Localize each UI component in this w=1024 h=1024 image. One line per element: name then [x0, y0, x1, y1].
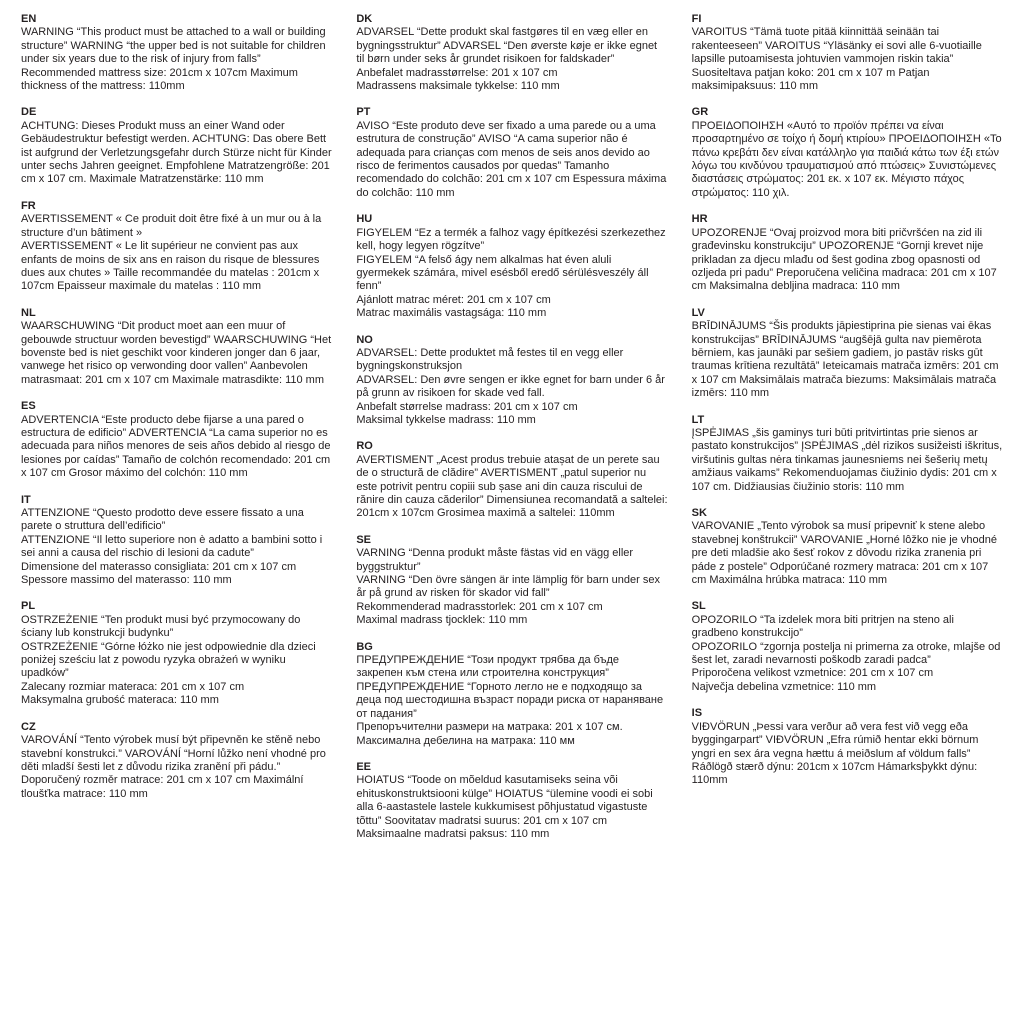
warning-text: FIGYELEM “A felső ágy nem alkalmas hat éven aluli gyermekek számára, mivel esésből eredő sérülésveszély áll fenn” — [356, 253, 649, 293]
warning-text: ACHTUNG: Dieses Produkt muss an einer Wand oder Gebäudestruktur befestigt werden. ACHTUNG: Das obere Bett ist aufgrund der Verletzungsgefahr durch Stürze nicht für Kinder unter sechs Jahren geeignet. Empfohlene Matratzengröße: 201 cm x 107 cm. Maximale Matratzenstärke: 110 mm — [21, 119, 332, 186]
warning-text: ADVARSEL “Dette produkt skal fastgøres til en væg eller en bygningsstruktur” ADVARSEL “Den øverste køje er ikke egnet til børn under seks år grundet risikoen for faldskader” — [356, 26, 658, 66]
warning-text: AVERTISMENT „Acest produs trebuie atașat de un perete sau de o structură de clădire” AVERTISMENT „patul superior nu este potrivit pentru copiii sub șase ani din cauza riscului de rănire din cauza căderilor” Dimensiunea recomandată a saltelei: 201cm x 107cm Grosimea maximă a saltelei: 110mm — [356, 453, 668, 520]
language-section-gr — [692, 106, 1003, 200]
warning-text: ĮSPĖJIMAS „šis gaminys turi būti pritvirtintas prie sienos ar pastato konstrukcijos” ĮSPĖJIMAS „dėl rizikos susižeisti iškritus, viršutinis gultas nėra tinkamas jaunesniems nei šešerių metų amžiaus vaikams” Rekomenduojamas čiužinio dydis: 201 cm x 107 cm. Didžiausias čiužinio storis: 110 mm — [691, 426, 1003, 493]
language-section-bg — [356, 641, 667, 748]
language-code-heading: FI — [691, 13, 702, 25]
language-section-is — [692, 707, 1003, 787]
warning-text: ADVERTENCIA “Este producto debe fijarse a una pared o estructura de edificio” ADVERTENCIA “La cama superior no es adecuada para niños menores de seis años debido al riesgo de lesiones por caídas” Tamaño de colchón recomendado: 201 cm x 107 cm Grosor máximo del colchón: 110 mm — [21, 413, 331, 480]
warning-text: WARNING “This product must be attached to a wall or building structure” WARNING “the upper bed is not suitable for children under six years due to the risk of injury from falls” Recommended mattress size: 201cm x 107cm Maximum thickness of the mattress: 110mm — [21, 26, 326, 93]
warning-text: OSTRZEŻENIE “Ten produkt musi być przymocowany do ściany lub konstrukcji budynku” — [21, 613, 301, 640]
warning-text: BRĪDINĀJUMS “Šis produkts jāpiestiprina pie sienas vai ēkas konstrukcijas” BRĪDINĀJUMS “augšējā gulta nav piemērota bērniem, kas jaunāki par sešiem gadiem, jo pastāv risks gūt traumas krītiena rezultātā” Ieteicamais matrača izmērs: 201 cm x 107 cm Maksimālais matrača biezums: Maksimālais matrača izmērs: 110 mm — [691, 320, 999, 400]
warning-text: Matrac maximális vastagsága: 110 mm — [356, 307, 547, 320]
language-section-no — [356, 334, 667, 428]
warning-text: VARNING “Den övre sängen är inte lämplig för barn under sex år på grund av risken för skador vid fall” — [356, 574, 660, 600]
warning-text: Dimensione del materasso consigliata: 201 cm x 107 cm — [21, 560, 297, 573]
language-code-heading: BG — [356, 640, 373, 653]
language-section-nl — [21, 307, 332, 387]
language-section-sl — [692, 600, 1003, 694]
warning-text: Največja debelina vzmetnice: 110 mm — [691, 680, 877, 693]
warning-text: OPOZORILO “Ta izdelek mora biti pritrjen na steno ali gradbeno konstrukcijo” — [691, 613, 954, 640]
language-code-heading: EE — [356, 760, 372, 773]
language-code-heading: HU — [356, 213, 373, 226]
warning-text: VAROITUS “Tämä tuote pitää kiinnittää seinään tai rakenteeseen” VAROITUS “Yläsänky ei sovi alle 6-vuotiaille lapsille putoamisesta johtuvien vammojen riskin takia” Suositeltava patjan koko: 201 cm x 107 m Patjan maksimipaksuus: 110 mm — [691, 26, 982, 93]
language-section-lt — [692, 414, 1003, 494]
columns — [21, 13, 1003, 854]
warning-text: Maximal madrass tjocklek: 110 mm — [356, 614, 528, 627]
warning-text: UPOZORENJE “Ovaj proizvod mora biti pričvršćen na zid ili građevinsku konstrukciju” UPOZORENJE “Gornji krevet nije prikladan za djecu mlađu od šest godina zbog opasnosti od ozljeda pri padu” Preporučena veličina madraca: 201 cm x 107 cm Maksimalna debljina madraca: 110 mm — [691, 226, 997, 293]
warning-text: ΠΡΟΕΙΔΟΠΟΙΗΣΗ «Αυτό το προϊόν πρέπει να είναι προσαρτημένο σε τοίχο ή δομή κτιρίου» ΠΡΟΕΙΔΟΠΟΙΗΣΗ «Το πάνω κρεβάτι δεν είναι κατάλληλο για παιδιά κάτω των έξι ετών λόγω του κινδύνου τραυματισμού από πτώσεις» Συνιστώμενες διαστάσεις στρώματος: 201 εκ. x 107 εκ. Μέγιστο πάχος στρώματος: 110 χιλ. — [691, 119, 1002, 199]
language-section-ee — [356, 761, 667, 841]
language-code-heading: IS — [691, 707, 703, 720]
warning-text: ATTENZIONE “Il letto superiore non è adatto a bambini sotto i sei anni a causa del rischio di lesioni da cadute” — [21, 533, 323, 560]
language-section-de — [21, 106, 332, 186]
column-1 — [21, 13, 332, 814]
language-code-heading: PL — [21, 600, 36, 613]
language-section-es — [21, 400, 332, 480]
language-code-heading: GR — [691, 106, 709, 119]
language-code-heading: SK — [691, 507, 707, 519]
language-section-ro — [356, 440, 667, 520]
warning-text: Zalecany rozmiar materaca: 201 cm x 107 cm — [21, 680, 245, 693]
language-code-heading: LV — [691, 306, 705, 319]
language-section-fr — [21, 200, 332, 294]
warning-text: VIÐVÖRUN „Þessi vara verður að vera fest við vegg eða byggingarpart” VIÐVÖRUN „Efra rúmið hentar ekki börnum yngri en sex ára vegna hættu á meiðslum af völdum falls” Ráðlögð stærð dýnu: 201cm x 107cm Hámarksþykkt dýnu: 110mm — [691, 720, 979, 787]
warning-text: Maksymalna grubość materaca: 110 mm — [21, 694, 219, 707]
language-code-heading: RO — [356, 440, 373, 453]
warning-text: AVERTISSEMENT « Le lit supérieur ne convient pas aux enfants de moins de six ans en raison du risque de blessures dues aux chutes » Taille recommandée du matelas : 201cm x 107cm Epaisseur maximale du matelas : 110 mm — [21, 240, 320, 293]
language-section-hr — [692, 213, 1003, 293]
language-section-it — [21, 494, 332, 588]
language-section-lv — [692, 307, 1003, 401]
language-section-pt — [356, 106, 667, 200]
language-code-heading: PT — [356, 106, 371, 119]
warning-text: ПРЕДУПРЕЖДЕНИЕ “Този продукт трябва да бъде закрепен към стена или строителна конструкция” ПРЕДУПРЕЖДЕНИЕ “Горното легло не е подходящо за деца под шестодишна възраст поради риска от нараняване от падания” — [356, 654, 664, 720]
warning-text: ADVARSEL: Den øvre sengen er ikke egnet for barn under 6 år på grunn av risikoen for skade ved fall. — [356, 373, 665, 400]
column-2 — [356, 13, 667, 854]
language-section-hu — [356, 213, 667, 320]
language-code-heading: ES — [21, 400, 36, 413]
language-code-heading: LT — [691, 413, 705, 426]
language-section-se — [356, 534, 667, 628]
language-section-cz — [21, 721, 332, 801]
warning-text: OSTRZEŻENIE “Górne łóżko nie jest odpowiednie dla dzieci poniżej sześciu lat z powodu ryzyka obrażeń w wyniku upadków” — [21, 640, 316, 680]
warning-text: OPOZORILO “zgornja postelja ni primerna za otroke, mlajše od šest let, zaradi nevarnosti poškodb zaradi padca” — [691, 640, 1001, 667]
warning-text: Anbefalt størrelse madrass: 201 cm x 107 cm — [356, 400, 578, 413]
language-code-heading: HR — [691, 213, 708, 226]
language-code-heading: NL — [21, 306, 36, 319]
warning-text: Priporočena velikost vzmetnice: 201 cm x 107 cm — [691, 667, 934, 680]
warning-text: VAROVANIE „Tento výrobok sa musí pripevniť k stene alebo stavebnej konštrukcii” VAROVANIE „Horné lôžko nie je vhodné pre deti mladšie ako šesť rokov z dôvodu rizika zranenia pri páde z postele” Odporúčané rozmery matraca: 201 cm x 107 cm Maximálna hrúbka matraca: 110 mm — [691, 520, 997, 587]
warning-text: FIGYELEM “Ez a termék a falhoz vagy építkezési szerkezethez kell, hogy legyen rögzítve” — [356, 226, 666, 253]
warning-text: Rekommenderad madrasstorlek: 201 cm x 107 cm — [356, 600, 603, 613]
warning-text: ATTENZIONE “Questo prodotto deve essere fissato a una parete o struttura dell’edificio” — [21, 507, 304, 533]
language-code-heading: EN — [21, 13, 37, 25]
language-section-pl — [21, 600, 332, 707]
language-code-heading: CZ — [21, 720, 36, 733]
column-3 — [692, 13, 1003, 801]
warning-text: HOIATUS “Toode on mõeldud kasutamiseks seina või ehituskonstruktsiooni külge” HOIATUS “ülemine voodi ei sobi alla 6-aastastele lastele kukkumisest põhjustatud vigastuste tõttu” Soovitatav madratsi suurus: 201 cm x 107 cm Maksimaalne madratsi paksus: 110 mm — [356, 774, 653, 840]
warning-text: WAARSCHUWING “Dit product moet aan een muur of gebouwde structuur worden bevestigd” WAARSCHUWING “Het bovenste bed is niet geschikt voor kinderen jonger dan 6 jaar, vanwege het risico op verwonding door vallen” Aanbevolen matrasmaat: 201 cm x 107 cm Maximale matrasdikte: 110 mm — [21, 320, 332, 386]
warning-text: Maksimal tykkelse madrass: 110 mm — [356, 413, 536, 426]
warning-text: Ajánlott matrac méret: 201 cm x 107 cm — [356, 293, 551, 306]
warning-text: AVISO “Este produto deve ser fixado a uma parede ou a uma estrutura de construção” AVISO “A cama superior não é adequada para crianças com menos de seis anos devido ao risco de ferimentos causados por quedas” Tamanho recomendado do colchão: 201 cm x 107 cm Espessura máxima do colchão: 110 mm — [356, 119, 667, 199]
warning-text: Anbefalet madrasstørrelse: 201 x 107 cm — [356, 66, 558, 79]
language-code-heading: DE — [21, 106, 37, 119]
warning-text: ADVARSEL: Dette produktet må festes til en vegg eller bygningskonstruksjon — [356, 346, 624, 373]
language-code-heading: NO — [356, 333, 373, 346]
language-code-heading: SE — [356, 533, 372, 546]
warning-text: AVERTISSEMENT « Ce produit doit être fixé à un mur ou à la structure d’un bâtiment » — [21, 213, 322, 239]
warning-text: Максимална дебелина на матрака: 110 мм — [356, 734, 575, 747]
language-section-fi — [692, 13, 1003, 93]
language-section-dk — [356, 13, 667, 93]
warning-text: VARNING “Denna produkt måste fästas vid en vägg eller byggstruktur” — [356, 547, 634, 573]
warning-text: Препоръчителни размери на матрака: 201 x 107 см. — [356, 721, 623, 734]
warning-text: Madrassens maksimale tykkelse: 110 mm — [356, 80, 560, 93]
warning-text: Spessore massimo del materasso: 110 mm — [21, 574, 232, 587]
language-code-heading: IT — [21, 493, 31, 506]
language-section-en — [21, 13, 332, 93]
language-section-sk — [692, 507, 1003, 587]
language-code-heading: FR — [21, 199, 36, 212]
language-code-heading: SL — [691, 600, 706, 613]
language-code-heading: DK — [356, 13, 373, 25]
warning-text: VAROVÁNÍ “Tento výrobek musí být připevněn ke stěně nebo stavební konstrukci.” VAROVÁNÍ “Horní lůžko není vhodné pro děti mladší šesti let z důvodu rizika zranění při pádu.” Doporučený rozměr matrace: 201 cm x 107 cm Maximální tloušťka matrace: 110 mm — [21, 734, 326, 800]
